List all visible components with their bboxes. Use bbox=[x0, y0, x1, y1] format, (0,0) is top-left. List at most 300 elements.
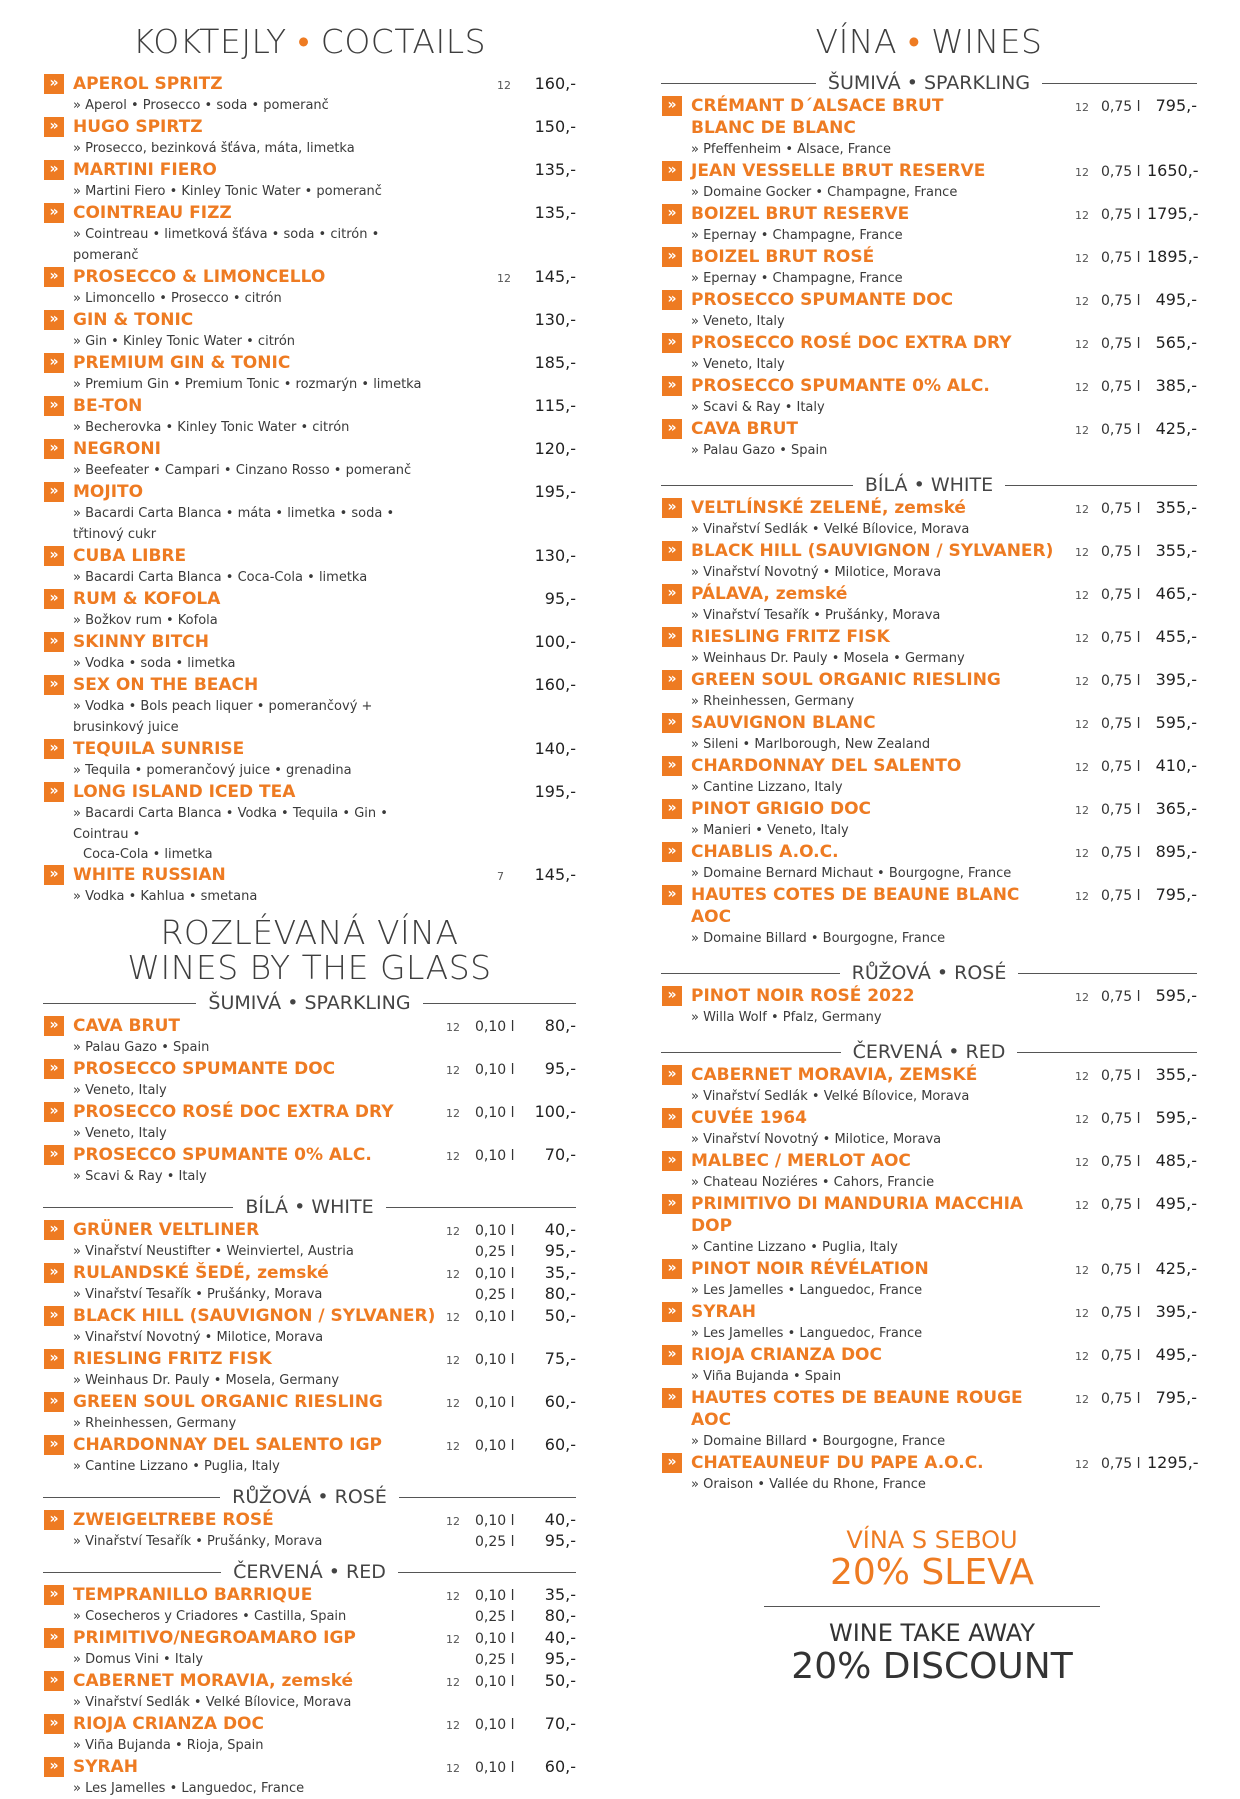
price-row bbox=[446, 1058, 576, 1079]
item-description: » Vodka • Kahlua • smetana bbox=[73, 889, 258, 904]
chevron-right-icon: » bbox=[662, 1345, 682, 1365]
volume: 0,75 l bbox=[1101, 293, 1141, 309]
menu-item bbox=[43, 781, 576, 864]
price: 140,- bbox=[534, 739, 576, 758]
menu-item bbox=[43, 481, 576, 545]
item-description: » Vinařství Novotný • Milotice, Morava bbox=[691, 565, 942, 580]
item-description: » Bacardi Carta Blanca • Coca-Cola • limetka bbox=[73, 570, 368, 585]
price-rows bbox=[1075, 375, 1197, 396]
price-rows bbox=[497, 631, 576, 652]
menu-item bbox=[661, 160, 1197, 203]
serving-number: 12 bbox=[1075, 1458, 1089, 1471]
price: 95,- bbox=[544, 589, 576, 608]
price-row bbox=[446, 1283, 576, 1304]
serving-number: 12 bbox=[1075, 338, 1089, 351]
volume: 0,10 l bbox=[475, 1631, 515, 1647]
chevron-right-icon: » bbox=[44, 865, 64, 885]
chevron-right-icon: » bbox=[662, 1259, 682, 1279]
section-dot: • bbox=[322, 1561, 347, 1583]
item-description: » Bacardi Carta Blanca • Vodka • Tequila • Gin • Cointrau • bbox=[73, 806, 388, 842]
item-name: RIESLING FRITZ FISK bbox=[73, 1349, 272, 1369]
item-description: » Chateau Noziéres • Cahors, Francie bbox=[691, 1175, 935, 1190]
item-name: HAUTES COTES DE BEAUNE ROUGE AOC bbox=[691, 1388, 1023, 1430]
menu-item bbox=[661, 1258, 1197, 1301]
price: 95,- bbox=[544, 1531, 576, 1550]
price-row bbox=[446, 1530, 576, 1551]
price-rows bbox=[446, 1509, 576, 1551]
section-dot: • bbox=[907, 474, 931, 496]
item-description: » Viña Bujanda • Rioja, Spain bbox=[73, 1738, 264, 1753]
serving-number: 12 bbox=[1075, 890, 1089, 903]
cocktails-title-cz: KOKTEJLY bbox=[132, 22, 287, 61]
price: 150,- bbox=[534, 117, 576, 136]
item-description: » Tequila • pomerančový juice • grenadina bbox=[73, 763, 352, 778]
price: 75,- bbox=[544, 1349, 576, 1368]
section-dot: • bbox=[281, 992, 305, 1014]
serving-number: 12 bbox=[1075, 1350, 1089, 1363]
price-rows bbox=[446, 1101, 576, 1122]
volume: 0,75 l bbox=[1101, 501, 1141, 517]
price-rows bbox=[497, 352, 576, 373]
serving-number: 12 bbox=[1075, 295, 1089, 308]
serving-number: 12 bbox=[446, 1021, 460, 1034]
menu-item bbox=[43, 159, 576, 202]
item-name: PÁLAVA, zemské bbox=[691, 584, 848, 604]
chevron-right-icon: » bbox=[44, 1016, 64, 1036]
menu-item bbox=[43, 545, 576, 588]
price-row bbox=[1075, 497, 1197, 518]
chevron-right-icon: » bbox=[44, 589, 64, 609]
price-row bbox=[446, 1219, 576, 1240]
price-row bbox=[497, 202, 576, 223]
serving-number: 12 bbox=[446, 1268, 460, 1281]
menu-item bbox=[661, 289, 1197, 332]
serving-number: 12 bbox=[1075, 1113, 1089, 1126]
item-description: » Aperol • Prosecco • soda • pomeranč bbox=[73, 98, 329, 113]
glass-title-line2: WINES BY THE GLASS bbox=[127, 948, 492, 987]
menu-item bbox=[43, 395, 576, 438]
item-description: » Veneto, Italy bbox=[73, 1126, 167, 1141]
price-rows bbox=[1075, 289, 1197, 310]
volume: 0,25 l bbox=[475, 1652, 515, 1668]
volume: 0,10 l bbox=[475, 1223, 515, 1239]
price: 495,- bbox=[1155, 1345, 1197, 1364]
item-description: » Les Jamelles • Languedoc, France bbox=[73, 1781, 305, 1796]
serving-number: 12 bbox=[1075, 1393, 1089, 1406]
volume: 0,75 l bbox=[1101, 250, 1141, 266]
chevron-right-icon: » bbox=[662, 756, 682, 776]
price-rows bbox=[1075, 203, 1197, 224]
price-row bbox=[446, 1584, 576, 1605]
price-rows bbox=[1075, 497, 1197, 518]
item-description: » Božkov rum • Kofola bbox=[73, 613, 218, 628]
chevron-right-icon: » bbox=[662, 541, 682, 561]
price-row bbox=[1075, 884, 1197, 905]
item-name: RUM & KOFOLA bbox=[73, 589, 221, 609]
serving-number: 12 bbox=[446, 1590, 460, 1603]
item-description: » Domaine Bernard Michaut • Bourgogne, France bbox=[691, 866, 1012, 881]
price-rows bbox=[1075, 332, 1197, 353]
item-description: » Veneto, Italy bbox=[691, 357, 785, 372]
price-row bbox=[446, 1627, 576, 1648]
item-description: » Domus Vini • Italy bbox=[73, 1652, 204, 1667]
menu-item bbox=[661, 1452, 1197, 1495]
menu-item bbox=[43, 116, 576, 159]
price: 145,- bbox=[534, 267, 576, 286]
item-description: » Vinařství Sedlák • Velké Bílovice, Morava bbox=[73, 1695, 352, 1710]
price: 160,- bbox=[534, 74, 576, 93]
price-rows bbox=[497, 674, 576, 695]
price-rows bbox=[446, 1219, 576, 1261]
price: 365,- bbox=[1155, 799, 1197, 818]
item-name: BLACK HILL (SAUVIGNON / SYLVANER) bbox=[691, 541, 1054, 561]
price: 355,- bbox=[1155, 498, 1197, 517]
price: 50,- bbox=[544, 1306, 576, 1325]
price-rows bbox=[446, 1262, 576, 1304]
chevron-right-icon: » bbox=[662, 1194, 682, 1214]
price-rows bbox=[446, 1434, 576, 1455]
section-label-en: WHITE bbox=[311, 1196, 374, 1218]
price: 495,- bbox=[1155, 290, 1197, 309]
chevron-right-icon: » bbox=[44, 203, 64, 223]
section-label-en: ROSÉ bbox=[334, 1486, 387, 1508]
price: 595,- bbox=[1155, 1108, 1197, 1127]
volume: 0,10 l bbox=[475, 1395, 515, 1411]
menu-item bbox=[43, 1144, 576, 1187]
item-name: NEGRONI bbox=[73, 439, 161, 459]
menu-item bbox=[661, 1150, 1197, 1193]
chevron-right-icon: » bbox=[44, 439, 64, 459]
price-row bbox=[446, 1144, 576, 1165]
price-rows bbox=[446, 1058, 576, 1079]
section-label-en: ROSÉ bbox=[954, 962, 1007, 984]
price-row bbox=[497, 159, 576, 180]
volume: 0,10 l bbox=[475, 1105, 515, 1121]
item-name: PRIMITIVO DI MANDURIA MACCHIA DOP bbox=[691, 1194, 1024, 1236]
price-rows bbox=[1075, 985, 1197, 1006]
price-rows bbox=[1075, 798, 1197, 819]
price-rows bbox=[446, 1627, 576, 1669]
chevron-right-icon: » bbox=[44, 739, 64, 759]
price: 60,- bbox=[544, 1435, 576, 1454]
price-row bbox=[446, 1262, 576, 1283]
price-row bbox=[446, 1648, 576, 1669]
menu-item bbox=[661, 884, 1197, 949]
menu-item bbox=[43, 1713, 576, 1756]
item-name: CUBA LIBRE bbox=[73, 546, 187, 566]
price-row bbox=[497, 674, 576, 695]
serving-number: 12 bbox=[1075, 761, 1089, 774]
chevron-right-icon: » bbox=[662, 1065, 682, 1085]
volume: 0,10 l bbox=[475, 1062, 515, 1078]
item-description: » Pfeffenheim • Alsace, France bbox=[691, 142, 892, 157]
chevron-right-icon: » bbox=[44, 482, 64, 502]
volume: 0,25 l bbox=[475, 1609, 515, 1625]
price-rows bbox=[1075, 755, 1197, 776]
serving-number: 12 bbox=[1075, 632, 1089, 645]
serving-number: 12 bbox=[1075, 804, 1089, 817]
price-rows bbox=[497, 781, 576, 802]
item-name: SKINNY BITCH bbox=[73, 632, 210, 652]
section-dot: • bbox=[311, 1486, 335, 1508]
section-dot: • bbox=[942, 1041, 966, 1063]
menu-item bbox=[661, 332, 1197, 375]
cocktails-title bbox=[43, 21, 576, 63]
chevron-right-icon: » bbox=[44, 1585, 64, 1605]
volume: 0,25 l bbox=[475, 1244, 515, 1260]
item-name: TEQUILA SUNRISE bbox=[73, 739, 245, 759]
serving-number: 12 bbox=[1075, 209, 1089, 222]
menu-item bbox=[43, 631, 576, 674]
price-rows bbox=[1075, 1344, 1197, 1365]
item-description: » Vinařství Sedlák • Velké Bílovice, Morava bbox=[691, 522, 970, 537]
item-description: » Domaine Billard • Bourgogne, France bbox=[691, 931, 946, 946]
chevron-right-icon: » bbox=[44, 353, 64, 373]
chevron-right-icon: » bbox=[44, 117, 64, 137]
item-description: » Vinařství Tesařík • Prušánky, Morava bbox=[73, 1534, 323, 1549]
section-label-en: WHITE bbox=[930, 474, 994, 496]
volume: 0,75 l bbox=[1101, 1111, 1141, 1127]
serving-number: 12 bbox=[1075, 1307, 1089, 1320]
price-row bbox=[1075, 540, 1197, 561]
chevron-right-icon: » bbox=[44, 546, 64, 566]
chevron-right-icon: » bbox=[44, 1220, 64, 1240]
chevron-right-icon: » bbox=[44, 1349, 64, 1369]
menu-item bbox=[43, 73, 576, 116]
menu-item bbox=[43, 1670, 576, 1713]
price-row bbox=[497, 738, 576, 759]
chevron-right-icon: » bbox=[44, 675, 64, 695]
glass-wine-list bbox=[43, 991, 576, 1799]
price-row bbox=[446, 1391, 576, 1412]
price: 395,- bbox=[1155, 1302, 1197, 1321]
item-description: » Cointreau • limetková šťáva • soda • citrón • pomeranč bbox=[73, 227, 380, 263]
section-label bbox=[840, 962, 1019, 984]
price-row bbox=[446, 1015, 576, 1036]
item-description: » Gin • Kinley Tonic Water • citrón bbox=[73, 334, 296, 349]
bottle-wine-list bbox=[661, 71, 1197, 1495]
item-name: PROSECCO SPUMANTE 0% ALC. bbox=[691, 376, 990, 396]
item-name: BLACK HILL (SAUVIGNON / SYLVANER) bbox=[73, 1306, 436, 1326]
price: 485,- bbox=[1155, 1151, 1197, 1170]
item-name: PROSECCO SPUMANTE DOC bbox=[73, 1059, 336, 1079]
price-row bbox=[497, 395, 576, 416]
chevron-right-icon: » bbox=[44, 1628, 64, 1648]
section-header bbox=[43, 991, 576, 1015]
chevron-right-icon: » bbox=[662, 376, 682, 396]
item-name: LONG ISLAND ICED TEA bbox=[73, 782, 296, 802]
price-rows bbox=[497, 545, 576, 566]
item-name: PINOT NOIR RÉVÉLATION bbox=[691, 1259, 929, 1279]
item-description: » Vodka • Bols peach liquer • pomerančový + brusinkový juice bbox=[73, 699, 373, 735]
price-row bbox=[1075, 418, 1197, 439]
price: 35,- bbox=[544, 1263, 576, 1282]
cocktail-list bbox=[43, 73, 576, 907]
menu-item bbox=[43, 1219, 576, 1262]
volume: 0,75 l bbox=[1101, 379, 1141, 395]
item-description: » Cosecheros y Criadores • Castilla, Spain bbox=[73, 1609, 347, 1624]
price-rows bbox=[446, 1015, 576, 1036]
price-row bbox=[497, 352, 576, 373]
section-label-cz: RŮŽOVÁ bbox=[851, 962, 931, 984]
menu-item bbox=[661, 1064, 1197, 1107]
price-rows bbox=[446, 1756, 576, 1777]
price-row bbox=[446, 1756, 576, 1777]
section-label-cz: RŮŽOVÁ bbox=[232, 1486, 312, 1508]
serving-number: 12 bbox=[446, 1225, 460, 1238]
item-description: » Palau Gazo • Spain bbox=[691, 443, 828, 458]
price-row bbox=[1075, 1344, 1197, 1365]
menu-item bbox=[661, 246, 1197, 289]
price: 465,- bbox=[1155, 584, 1197, 603]
chevron-right-icon: » bbox=[662, 1453, 682, 1473]
price: 895,- bbox=[1155, 842, 1197, 861]
volume: 0,75 l bbox=[1101, 1197, 1141, 1213]
chevron-right-icon: » bbox=[662, 584, 682, 604]
item-name: PINOT NOIR ROSÉ 2022 bbox=[691, 986, 915, 1006]
chevron-right-icon: » bbox=[44, 1714, 64, 1734]
serving-number: 12 bbox=[1075, 101, 1089, 114]
chevron-right-icon: » bbox=[44, 1757, 64, 1777]
menu-item bbox=[661, 375, 1197, 418]
item-description: » Les Jamelles • Languedoc, France bbox=[691, 1283, 923, 1298]
wines-title-cz: VÍNA bbox=[815, 22, 898, 61]
menu-item bbox=[43, 674, 576, 738]
price: 135,- bbox=[534, 160, 576, 179]
price: 795,- bbox=[1155, 885, 1197, 904]
item-name: WHITE RUSSIAN bbox=[73, 865, 226, 885]
menu-item bbox=[43, 1262, 576, 1305]
volume: 0,25 l bbox=[475, 1534, 515, 1550]
price: 80,- bbox=[544, 1606, 576, 1625]
item-description: » Willa Wolf • Pfalz, Germany bbox=[691, 1010, 882, 1025]
item-name: GREEN SOUL ORGANIC RIESLING bbox=[73, 1392, 383, 1412]
price: 795,- bbox=[1155, 96, 1197, 115]
wines-title-en: WINES bbox=[931, 22, 1043, 61]
item-description: » Rheinhessen, Germany bbox=[691, 694, 855, 709]
item-name: HUGO SPIRTZ bbox=[73, 117, 203, 137]
serving-number: 12 bbox=[1075, 252, 1089, 265]
chevron-right-icon: » bbox=[662, 1302, 682, 1322]
item-name: PROSECCO ROSÉ DOC EXTRA DRY bbox=[691, 333, 1012, 353]
price-rows bbox=[1075, 418, 1197, 439]
volume: 0,10 l bbox=[475, 1266, 515, 1282]
item-name: PROSECCO ROSÉ DOC EXTRA DRY bbox=[73, 1102, 394, 1122]
serving-number: 12 bbox=[1075, 991, 1089, 1004]
price-row bbox=[1075, 1452, 1197, 1473]
price: 130,- bbox=[534, 310, 576, 329]
item-name: SEX ON THE BEACH bbox=[73, 675, 259, 695]
price-row bbox=[1075, 841, 1197, 862]
item-description: » Vinařství Neustifter • Weinviertel, Austria bbox=[73, 1244, 354, 1259]
price-row bbox=[1075, 1301, 1197, 1322]
volume: 0,75 l bbox=[1101, 759, 1141, 775]
price: 40,- bbox=[544, 1510, 576, 1529]
price-row bbox=[1075, 798, 1197, 819]
chevron-right-icon: » bbox=[44, 782, 64, 802]
item-name: BE-TON bbox=[73, 396, 143, 416]
promo-take-away-en: WINE TAKE AWAY bbox=[828, 1619, 1036, 1647]
item-description: » Premium Gin • Premium Tonic • rozmarýn • limetka bbox=[73, 377, 422, 392]
serving-number: 12 bbox=[446, 1064, 460, 1077]
item-description: » Martini Fiero • Kinley Tonic Water • pomeranč bbox=[73, 184, 382, 199]
menu-item bbox=[661, 1301, 1197, 1344]
volume: 0,10 l bbox=[475, 1513, 515, 1529]
item-description: » Oraison • Vallée du Rhone, France bbox=[691, 1477, 926, 1492]
menu-item bbox=[43, 1509, 576, 1552]
menu-item bbox=[43, 1348, 576, 1391]
item-description: » Manieri • Veneto, Italy bbox=[691, 823, 849, 838]
menu-item bbox=[661, 418, 1197, 461]
volume: 0,75 l bbox=[1101, 673, 1141, 689]
price-row bbox=[497, 481, 576, 502]
volume: 0,75 l bbox=[1101, 1456, 1141, 1472]
price-row bbox=[1075, 203, 1197, 224]
serving-number: 12 bbox=[446, 1354, 460, 1367]
item-name: RULANDSKÉ ŠEDÉ, zemské bbox=[73, 1263, 329, 1283]
item-name: BOIZEL BRUT RESERVE bbox=[691, 204, 910, 224]
section-label-cz: BÍLÁ bbox=[864, 474, 908, 496]
menu-item bbox=[43, 1101, 576, 1144]
item-description: » Vinařství Sedlák • Velké Bílovice, Morava bbox=[691, 1089, 970, 1104]
item-description: » Cantine Lizzano • Puglia, Italy bbox=[73, 1459, 280, 1474]
price-row bbox=[1075, 332, 1197, 353]
item-description: » Rheinhessen, Germany bbox=[73, 1416, 237, 1431]
menu-item bbox=[43, 352, 576, 395]
serving-number: 12 bbox=[1075, 424, 1089, 437]
price: 130,- bbox=[534, 546, 576, 565]
chevron-right-icon: » bbox=[44, 1510, 64, 1530]
chevron-right-icon: » bbox=[44, 1102, 64, 1122]
menu-item bbox=[661, 669, 1197, 712]
price: 145,- bbox=[534, 865, 576, 884]
price-rows bbox=[497, 395, 576, 416]
item-description-line2: Coca-Cola • limetka bbox=[83, 847, 213, 862]
volume: 0,75 l bbox=[1101, 99, 1141, 115]
price-row bbox=[497, 438, 576, 459]
item-name: MARTINI FIERO bbox=[73, 160, 217, 180]
chevron-right-icon: » bbox=[44, 310, 64, 330]
chevron-right-icon: » bbox=[44, 1392, 64, 1412]
item-description: » Beefeater • Campari • Cinzano Rosso • pomeranč bbox=[73, 463, 412, 478]
price: 135,- bbox=[534, 203, 576, 222]
price-row bbox=[1075, 712, 1197, 733]
section-label-en: RED bbox=[346, 1561, 386, 1583]
item-description: » Scavi & Ray • Italy bbox=[73, 1169, 207, 1184]
volume: 0,75 l bbox=[1101, 207, 1141, 223]
item-name: PRIMITIVO/NEGROAMARO IGP bbox=[73, 1628, 356, 1648]
chevron-right-icon: » bbox=[44, 1145, 64, 1165]
serving-number: 12 bbox=[1075, 166, 1089, 179]
volume: 0,75 l bbox=[1101, 587, 1141, 603]
price: 100,- bbox=[534, 1102, 576, 1121]
price-row bbox=[497, 864, 576, 885]
item-name: CHARDONNAY DEL SALENTO IGP bbox=[73, 1435, 382, 1455]
item-description: » Weinhaus Dr. Pauly • Mosela • Germany bbox=[691, 651, 965, 666]
item-name: RIESLING FRITZ FISK bbox=[691, 627, 890, 647]
item-description: » Epernay • Champagne, France bbox=[691, 228, 903, 243]
volume: 0,75 l bbox=[1101, 802, 1141, 818]
price-row bbox=[497, 266, 576, 287]
price: 35,- bbox=[544, 1585, 576, 1604]
section-label-cz: ČERVENÁ bbox=[233, 1561, 323, 1583]
price-row bbox=[497, 73, 576, 94]
item-name: VELTLÍNSKÉ ZELENÉ, zemské bbox=[691, 498, 966, 518]
price-rows bbox=[446, 1713, 576, 1734]
item-name: HAUTES COTES DE BEAUNE BLANC AOC bbox=[691, 885, 1020, 927]
menu-item bbox=[43, 1434, 576, 1477]
price-rows bbox=[497, 202, 576, 223]
